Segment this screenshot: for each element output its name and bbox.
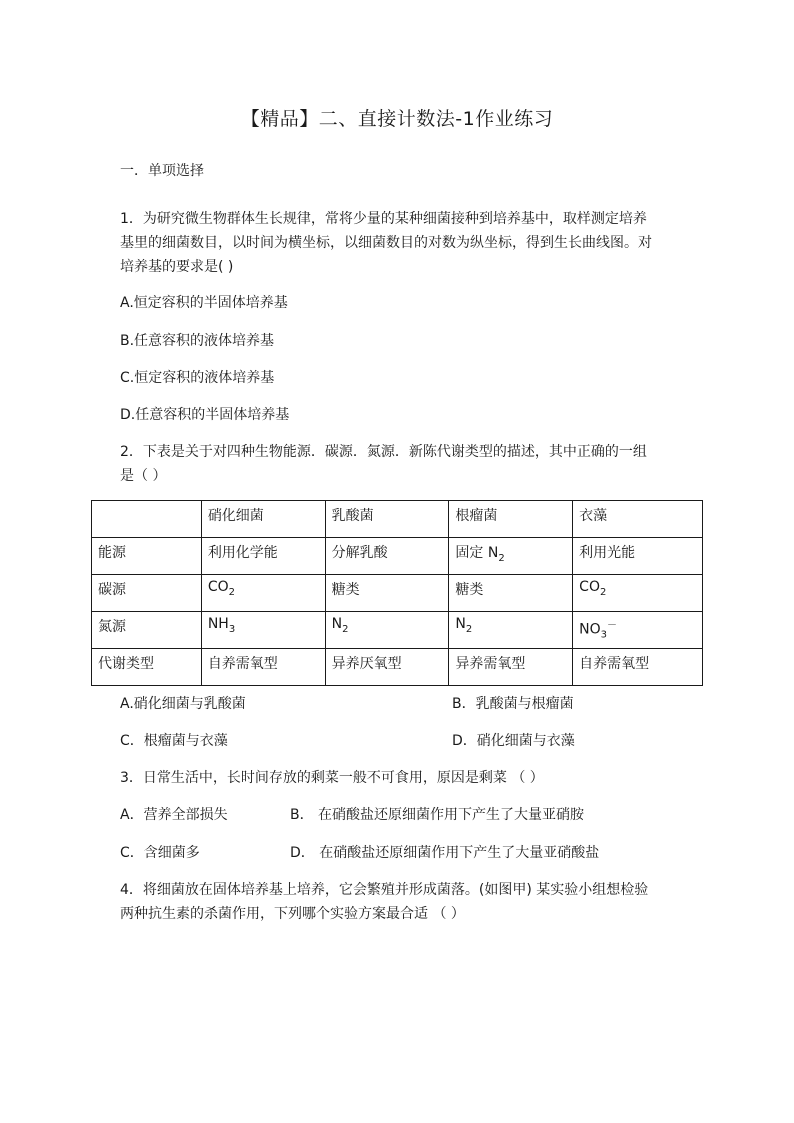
table-cell-text: 糖类 (455, 582, 484, 598)
table-cell-subscript: 2 (465, 623, 473, 635)
table-cell-subscript: 2 (342, 623, 349, 635)
q3-option-c: C．含细菌多 (120, 845, 200, 861)
table-cell (573, 538, 703, 575)
section-heading: 一．单项选择 (120, 163, 204, 179)
table-cell-subscript: 3 (600, 629, 608, 641)
table-cell-text: CO (579, 579, 600, 595)
q3-option-d: D． 在硝酸盐还原细菌作用下产生了大量亚硝酸盐 (290, 845, 600, 861)
table-cell-text: N (455, 616, 466, 632)
table-cell (325, 575, 449, 612)
table-cell (201, 612, 325, 649)
table-header-cell: 衣藻 (573, 501, 703, 538)
table-cell (201, 649, 325, 686)
table-cell (573, 649, 703, 686)
q2-option-d: D．硝化细菌与衣藻 (452, 733, 575, 749)
q1-stem-line-1: 1．为研究微生物群体生长规律，常将少量的某种细菌接种到培养基中，取样测定培养 (120, 211, 647, 227)
q1-option-d: D.任意容积的半固体培养基 (120, 407, 290, 423)
q4-stem-line-1: 4．将细菌放在固体培养基上培养，它会繁殖并形成菌落。(如图甲) 某实验小组想检验 (120, 882, 649, 898)
table-cell (325, 538, 449, 575)
table-header-cell: 根瘤菌 (449, 501, 573, 538)
table-cell (573, 575, 703, 612)
q2-option-a: A.硝化细菌与乳酸菌 (120, 696, 246, 712)
q2-option-c: C．根瘤菌与衣藻 (120, 733, 228, 749)
table-header-cell: 硝化细菌 (201, 501, 325, 538)
q3-stem: 3．日常生活中，长时间存放的剩菜一般不可食用，原因是剩菜 （ ） (120, 770, 544, 786)
table-row-label: 代谢类型 (92, 649, 202, 686)
table-header-row (92, 501, 703, 538)
table-cell (201, 538, 325, 575)
q2-stem-line-1: 2．下表是关于对四种生物能源．碳源．氮源．新陈代谢类型的描述，其中正确的一组 (120, 444, 647, 460)
table-cell-text: 分解乳酸 (331, 545, 388, 561)
table-cell-subscript: 2 (498, 552, 505, 564)
table-cell (325, 649, 449, 686)
q1-option-a: A.恒定容积的半固体培养基 (120, 295, 288, 311)
page-title: 【精品】二、直接计数法-1作业练习 (240, 108, 554, 130)
table-row-label: 氮源 (92, 612, 202, 649)
table-cell-subscript: 3 (228, 623, 236, 635)
table-cell (325, 612, 449, 649)
q2-option-b: B．乳酸菌与根瘤菌 (452, 696, 574, 712)
table-row (92, 649, 703, 686)
q1-stem-line-3: 培养基的要求是( ) (120, 259, 234, 275)
table-cell-text: 异养厌氧型 (331, 656, 402, 672)
table-cell-text: N (331, 616, 343, 632)
table-cell-text: CO (207, 579, 229, 595)
table-cell-text: NO (579, 621, 601, 638)
table-cell (449, 612, 573, 649)
table-cell-text: 利用化学能 (207, 545, 278, 561)
table-cell (449, 538, 573, 575)
table-cell-superscript: － (607, 620, 618, 631)
table-cell-subscript: 2 (228, 586, 235, 598)
table-cell-text: 自养需氧型 (207, 656, 278, 672)
table-row (92, 538, 703, 575)
table-header-cell: 乳酸菌 (325, 501, 449, 538)
table-cell-text: 糖类 (331, 582, 360, 598)
q2-stem-line-2: 是（ ） (120, 468, 167, 484)
q4-stem-line-2: 两种抗生素的杀菌作用，下列哪个实验方案最合适 （ ） (120, 906, 465, 922)
table-cell-text: 固定 N (455, 545, 499, 561)
table-row (92, 575, 703, 612)
table-cell-subscript: 2 (599, 586, 607, 598)
table-cell (449, 649, 573, 686)
table-cell-text: 利用光能 (579, 545, 636, 561)
table-cell-text: 异养需氧型 (455, 656, 526, 672)
table-cell (449, 575, 573, 612)
q1-stem-line-2: 基里的细菌数目，以时间为横坐标，以细菌数目的对数为纵坐标，得到生长曲线图。对 (120, 235, 652, 251)
q1-option-b: B.任意容积的液体培养基 (120, 333, 275, 349)
q3-option-b: B． 在硝酸盐还原细菌作用下产生了大量亚硝胺 (290, 807, 585, 823)
table-cell-text: 自养需氧型 (579, 656, 650, 672)
table-cell (573, 612, 703, 649)
table-cell-text: NH (207, 616, 229, 632)
table-cell (201, 575, 325, 612)
table-row-label: 碳源 (92, 575, 202, 612)
table-header-cell (92, 501, 202, 538)
organism-comparison-table (91, 500, 703, 686)
q3-option-a: A．营养全部损失 (120, 807, 228, 823)
table-row-label: 能源 (92, 538, 202, 575)
q1-option-c: C.恒定容积的液体培养基 (120, 370, 275, 386)
table-row (92, 612, 703, 649)
